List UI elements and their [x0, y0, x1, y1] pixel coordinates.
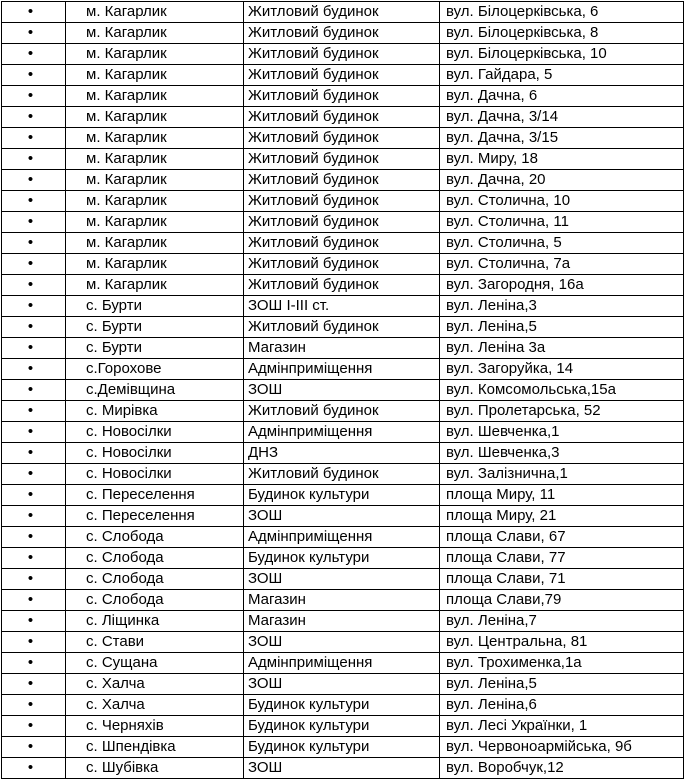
bullet-marker: •	[2, 401, 66, 422]
settlement-cell: с. Халча	[66, 695, 244, 716]
table-row	[2, 296, 684, 317]
settlement-cell: с. Сущана	[66, 653, 244, 674]
bullet-marker: •	[2, 107, 66, 128]
settlement-cell: с. Черняхів	[66, 716, 244, 737]
settlement-cell: м. Кагарлик	[66, 128, 244, 149]
settlement-cell: м. Кагарлик	[66, 86, 244, 107]
bullet-marker: •	[2, 632, 66, 653]
table-row	[2, 737, 684, 758]
settlement-cell: с. Халча	[66, 674, 244, 695]
settlement-cell: м. Кагарлик	[66, 65, 244, 86]
address-cell: площа Слави, 77	[440, 548, 684, 569]
settlement-cell: м. Кагарлик	[66, 170, 244, 191]
table-row	[2, 170, 684, 191]
bullet-marker: •	[2, 275, 66, 296]
table-row	[2, 191, 684, 212]
bullet-marker: •	[2, 23, 66, 44]
building-type-cell: Житловий будинок	[244, 44, 440, 65]
bullet-marker: •	[2, 212, 66, 233]
bullet-marker: •	[2, 317, 66, 338]
table-row	[2, 44, 684, 65]
bullet-marker: •	[2, 296, 66, 317]
settlement-cell: м. Кагарлик	[66, 233, 244, 254]
settlement-cell: с. Переселення	[66, 506, 244, 527]
bullet-marker: •	[2, 443, 66, 464]
settlement-cell: с. Слобода	[66, 569, 244, 590]
address-cell: вул. Загородня, 16а	[440, 275, 684, 296]
address-cell: вул. Дачна, 3/15	[440, 128, 684, 149]
settlement-cell: м. Кагарлик	[66, 149, 244, 170]
building-type-cell: Будинок культури	[244, 716, 440, 737]
settlement-cell: с. Мирівка	[66, 401, 244, 422]
settlement-cell: с.Горохове	[66, 359, 244, 380]
building-type-cell: Будинок культури	[244, 695, 440, 716]
table-row	[2, 422, 684, 443]
address-cell: площа Миру, 21	[440, 506, 684, 527]
settlement-cell: с. Ліщинка	[66, 611, 244, 632]
address-cell: вул. Дачна, 6	[440, 86, 684, 107]
bullet-marker: •	[2, 590, 66, 611]
building-type-cell: Адмінприміщення	[244, 653, 440, 674]
building-type-cell: ЗОШ І-ІІІ ст.	[244, 296, 440, 317]
table-row	[2, 569, 684, 590]
table-row	[2, 149, 684, 170]
table-row	[2, 674, 684, 695]
address-cell: вул. Гайдара, 5	[440, 65, 684, 86]
bullet-marker: •	[2, 233, 66, 254]
settlement-cell: м. Кагарлик	[66, 212, 244, 233]
address-cell: вул. Шевченка,3	[440, 443, 684, 464]
table-row	[2, 107, 684, 128]
table-row	[2, 758, 684, 779]
bullet-marker: •	[2, 254, 66, 275]
bullet-marker: •	[2, 44, 66, 65]
table-row	[2, 212, 684, 233]
bullet-marker: •	[2, 422, 66, 443]
table-row	[2, 23, 684, 44]
building-type-cell: Житловий будинок	[244, 401, 440, 422]
bullet-marker: •	[2, 86, 66, 107]
settlement-cell: с. Шпендівка	[66, 737, 244, 758]
address-cell: вул. Загоруйка, 14	[440, 359, 684, 380]
table-row	[2, 401, 684, 422]
building-type-cell: Магазин	[244, 611, 440, 632]
address-cell: вул. Центральна, 81	[440, 632, 684, 653]
table-row	[2, 443, 684, 464]
address-cell: вул. Білоцерківська, 10	[440, 44, 684, 65]
address-cell: вул. Дачна, 3/14	[440, 107, 684, 128]
bullet-marker: •	[2, 65, 66, 86]
building-type-cell: Житловий будинок	[244, 275, 440, 296]
bullet-marker: •	[2, 149, 66, 170]
table-row	[2, 590, 684, 611]
building-type-cell: ДНЗ	[244, 443, 440, 464]
building-type-cell: Адмінприміщення	[244, 527, 440, 548]
table-row	[2, 338, 684, 359]
table-body	[2, 2, 684, 779]
building-type-cell: Житловий будинок	[244, 191, 440, 212]
table-row	[2, 716, 684, 737]
bullet-marker: •	[2, 737, 66, 758]
bullet-marker: •	[2, 527, 66, 548]
settlement-cell: с. Стави	[66, 632, 244, 653]
table-row	[2, 695, 684, 716]
table-row	[2, 2, 684, 23]
address-cell: вул. Леніна,5	[440, 674, 684, 695]
settlement-cell: с. Новосілки	[66, 422, 244, 443]
table-row	[2, 548, 684, 569]
address-cell: вул. Столична, 5	[440, 233, 684, 254]
building-type-cell: Житловий будинок	[244, 128, 440, 149]
address-cell: площа Слави, 71	[440, 569, 684, 590]
address-cell: вул. Леніна 3а	[440, 338, 684, 359]
address-cell: вул. Комсомольська,15а	[440, 380, 684, 401]
building-type-cell: Житловий будинок	[244, 107, 440, 128]
table-row	[2, 275, 684, 296]
bullet-marker: •	[2, 548, 66, 569]
building-type-cell: ЗОШ	[244, 674, 440, 695]
address-cell: вул. Леніна,6	[440, 695, 684, 716]
settlement-cell: м. Кагарлик	[66, 44, 244, 65]
bullet-marker: •	[2, 380, 66, 401]
address-cell: вул. Леніна,3	[440, 296, 684, 317]
bullet-marker: •	[2, 338, 66, 359]
address-cell: площа Слави,79	[440, 590, 684, 611]
settlement-cell: с. Переселення	[66, 485, 244, 506]
building-type-cell: Магазин	[244, 590, 440, 611]
settlement-cell: с. Бурти	[66, 338, 244, 359]
bullet-marker: •	[2, 464, 66, 485]
table-row	[2, 653, 684, 674]
building-type-cell: Адмінприміщення	[244, 359, 440, 380]
address-cell: вул. Шевченка,1	[440, 422, 684, 443]
table-row	[2, 359, 684, 380]
settlement-cell: с. Бурти	[66, 317, 244, 338]
settlement-cell: м. Кагарлик	[66, 23, 244, 44]
bullet-marker: •	[2, 695, 66, 716]
bullet-marker: •	[2, 359, 66, 380]
table-row	[2, 506, 684, 527]
building-type-cell: Житловий будинок	[244, 65, 440, 86]
address-cell: вул. Леніна,7	[440, 611, 684, 632]
address-cell: вул. Лесі Українки, 1	[440, 716, 684, 737]
building-type-cell: ЗОШ	[244, 632, 440, 653]
address-cell: вул. Трохименка,1а	[440, 653, 684, 674]
bullet-marker: •	[2, 128, 66, 149]
address-cell: вул. Дачна, 20	[440, 170, 684, 191]
table-row	[2, 527, 684, 548]
building-type-cell: ЗОШ	[244, 569, 440, 590]
bullet-marker: •	[2, 611, 66, 632]
building-type-cell: ЗОШ	[244, 506, 440, 527]
address-cell: вул. Леніна,5	[440, 317, 684, 338]
settlement-cell: с. Слобода	[66, 548, 244, 569]
address-cell: вул. Столична, 11	[440, 212, 684, 233]
locations-table	[1, 1, 684, 779]
settlement-cell: с. Слобода	[66, 590, 244, 611]
settlement-cell: м. Кагарлик	[66, 254, 244, 275]
building-type-cell: Житловий будинок	[244, 23, 440, 44]
building-type-cell: Будинок культури	[244, 737, 440, 758]
building-type-cell: Житловий будинок	[244, 2, 440, 23]
address-cell: вул. Червоноармійська, 9б	[440, 737, 684, 758]
table-row	[2, 233, 684, 254]
building-type-cell: Житловий будинок	[244, 170, 440, 191]
bullet-marker: •	[2, 653, 66, 674]
table-row	[2, 632, 684, 653]
bullet-marker: •	[2, 758, 66, 779]
bullet-marker: •	[2, 170, 66, 191]
building-type-cell: Житловий будинок	[244, 464, 440, 485]
table-row	[2, 380, 684, 401]
building-type-cell: Будинок культури	[244, 548, 440, 569]
settlement-cell: с. Шубівка	[66, 758, 244, 779]
settlement-cell: с.Демівщина	[66, 380, 244, 401]
settlement-cell: с. Новосілки	[66, 464, 244, 485]
settlement-cell: м. Кагарлик	[66, 275, 244, 296]
bullet-marker: •	[2, 485, 66, 506]
building-type-cell: Житловий будинок	[244, 212, 440, 233]
bullet-marker: •	[2, 569, 66, 590]
table-row	[2, 254, 684, 275]
building-type-cell: Житловий будинок	[244, 254, 440, 275]
settlement-cell: с. Новосілки	[66, 443, 244, 464]
address-cell: вул. Залізнична,1	[440, 464, 684, 485]
building-type-cell: Будинок культури	[244, 485, 440, 506]
settlement-cell: с. Бурти	[66, 296, 244, 317]
table-row	[2, 317, 684, 338]
building-type-cell: ЗОШ	[244, 758, 440, 779]
table-row	[2, 611, 684, 632]
building-type-cell: Житловий будинок	[244, 86, 440, 107]
table-row	[2, 86, 684, 107]
address-cell: вул. Миру, 18	[440, 149, 684, 170]
address-cell: вул. Столична, 7а	[440, 254, 684, 275]
table-row	[2, 485, 684, 506]
address-cell: вул. Білоцерківська, 8	[440, 23, 684, 44]
bullet-marker: •	[2, 506, 66, 527]
bullet-marker: •	[2, 716, 66, 737]
table-row	[2, 464, 684, 485]
address-cell: площа Миру, 11	[440, 485, 684, 506]
settlement-cell: м. Кагарлик	[66, 107, 244, 128]
building-type-cell: Житловий будинок	[244, 233, 440, 254]
address-cell: вул. Столична, 10	[440, 191, 684, 212]
bullet-marker: •	[2, 674, 66, 695]
building-type-cell: ЗОШ	[244, 380, 440, 401]
address-cell: вул. Білоцерківська, 6	[440, 2, 684, 23]
table-row	[2, 65, 684, 86]
address-cell: вул. Пролетарська, 52	[440, 401, 684, 422]
building-type-cell: Магазин	[244, 338, 440, 359]
building-type-cell: Адмінприміщення	[244, 422, 440, 443]
address-cell: площа Слави, 67	[440, 527, 684, 548]
building-type-cell: Житловий будинок	[244, 149, 440, 170]
bullet-marker: •	[2, 2, 66, 23]
table-row	[2, 128, 684, 149]
building-type-cell: Житловий будинок	[244, 317, 440, 338]
address-cell: вул. Воробчук,12	[440, 758, 684, 779]
bullet-marker: •	[2, 191, 66, 212]
settlement-cell: с. Слобода	[66, 527, 244, 548]
settlement-cell: м. Кагарлик	[66, 191, 244, 212]
settlement-cell: м. Кагарлик	[66, 2, 244, 23]
